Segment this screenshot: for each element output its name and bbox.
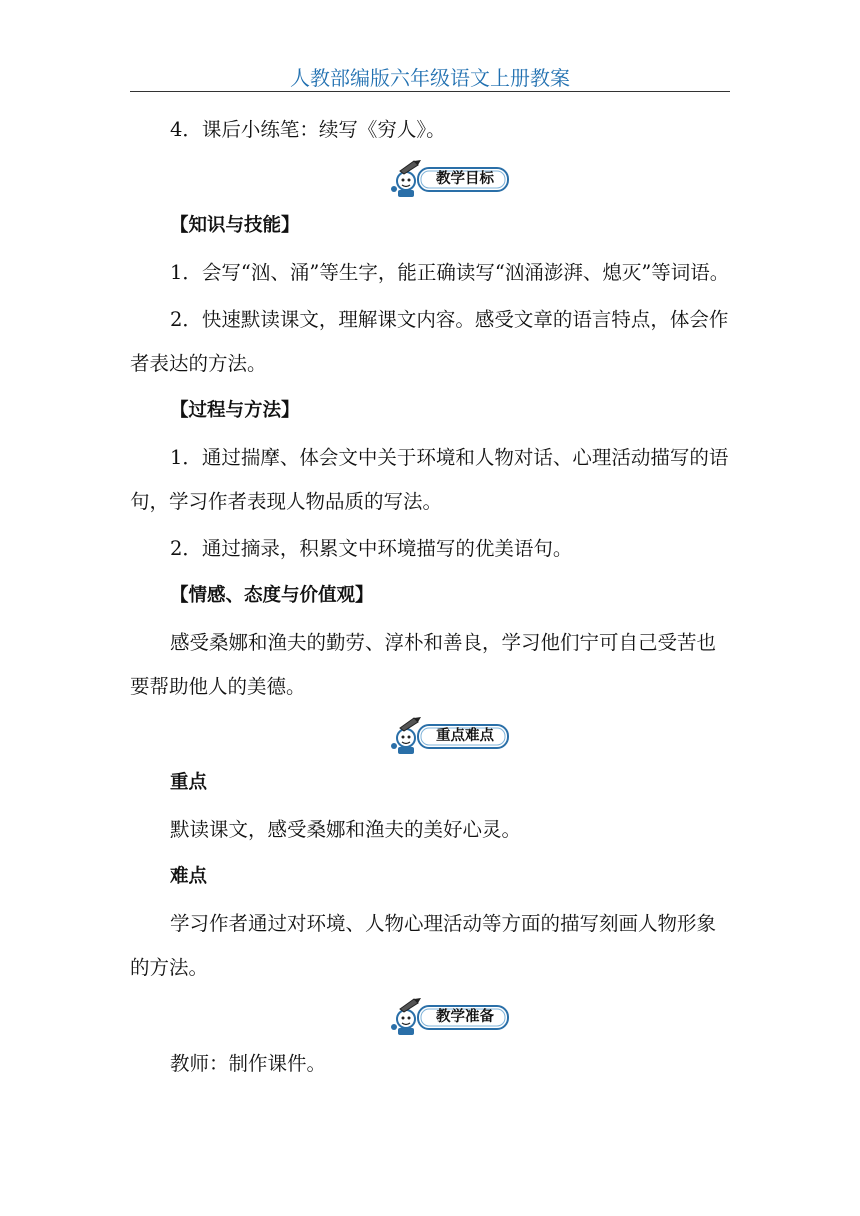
- objectives-badge-label: 教学目标: [436, 171, 494, 187]
- process-methods-heading: 【过程与方法】: [170, 400, 300, 421]
- preparation-badge-label: 教学准备: [436, 1009, 494, 1025]
- key-points-badge-row: [130, 712, 730, 758]
- lesson-plan-body: [130, 108, 730, 1089]
- homework-item: 4．课后小练笔：续写《穷人》。: [170, 118, 446, 141]
- preparation-badge-row: [130, 993, 730, 1039]
- header-divider: [130, 91, 730, 92]
- objectives-badge-row: [130, 155, 730, 201]
- emotion-values-text: 感受桑娜和渔夫的勤劳、淳朴和善良，学习他们宁可自己受苦也要帮助他人的美德。: [130, 631, 717, 698]
- page-header-title: 人教部编版六年级语文上册教案: [290, 66, 570, 90]
- knowledge-item-1: 1．会写“汹、涌”等生字，能正确读写“汹涌澎湃、熄灭”等词语。: [170, 261, 730, 284]
- teacher-preparation-text: 教师：制作课件。: [170, 1052, 327, 1075]
- process-item-2: 2．通过摘录，积累文中环境描写的优美语句。: [170, 537, 573, 560]
- key-points-badge: [388, 716, 512, 756]
- knowledge-item-2: 2．快速默读课文，理解课文内容。感受文章的语言特点，体会作者表达的方法。: [130, 308, 729, 375]
- difficulty-heading: 难点: [170, 866, 208, 887]
- difficulty-text: 学习作者通过对环境、人物心理活动等方面的描写刻画人物形象的方法。: [130, 912, 717, 979]
- focus-heading: 重点: [170, 772, 208, 793]
- objectives-badge: [388, 159, 512, 199]
- key-points-badge-label: 重点难点: [436, 728, 494, 744]
- preparation-badge: [388, 997, 512, 1037]
- process-item-1: 1．通过揣摩、体会文中关于环境和人物对话、心理活动描写的语句，学习作者表现人物品质的写法。: [130, 446, 729, 513]
- focus-text: 默读课文，感受桑娜和渔夫的美好心灵。: [170, 818, 522, 841]
- knowledge-skills-heading: 【知识与技能】: [170, 215, 300, 236]
- emotion-values-heading: 【情感、态度与价值观】: [170, 585, 374, 606]
